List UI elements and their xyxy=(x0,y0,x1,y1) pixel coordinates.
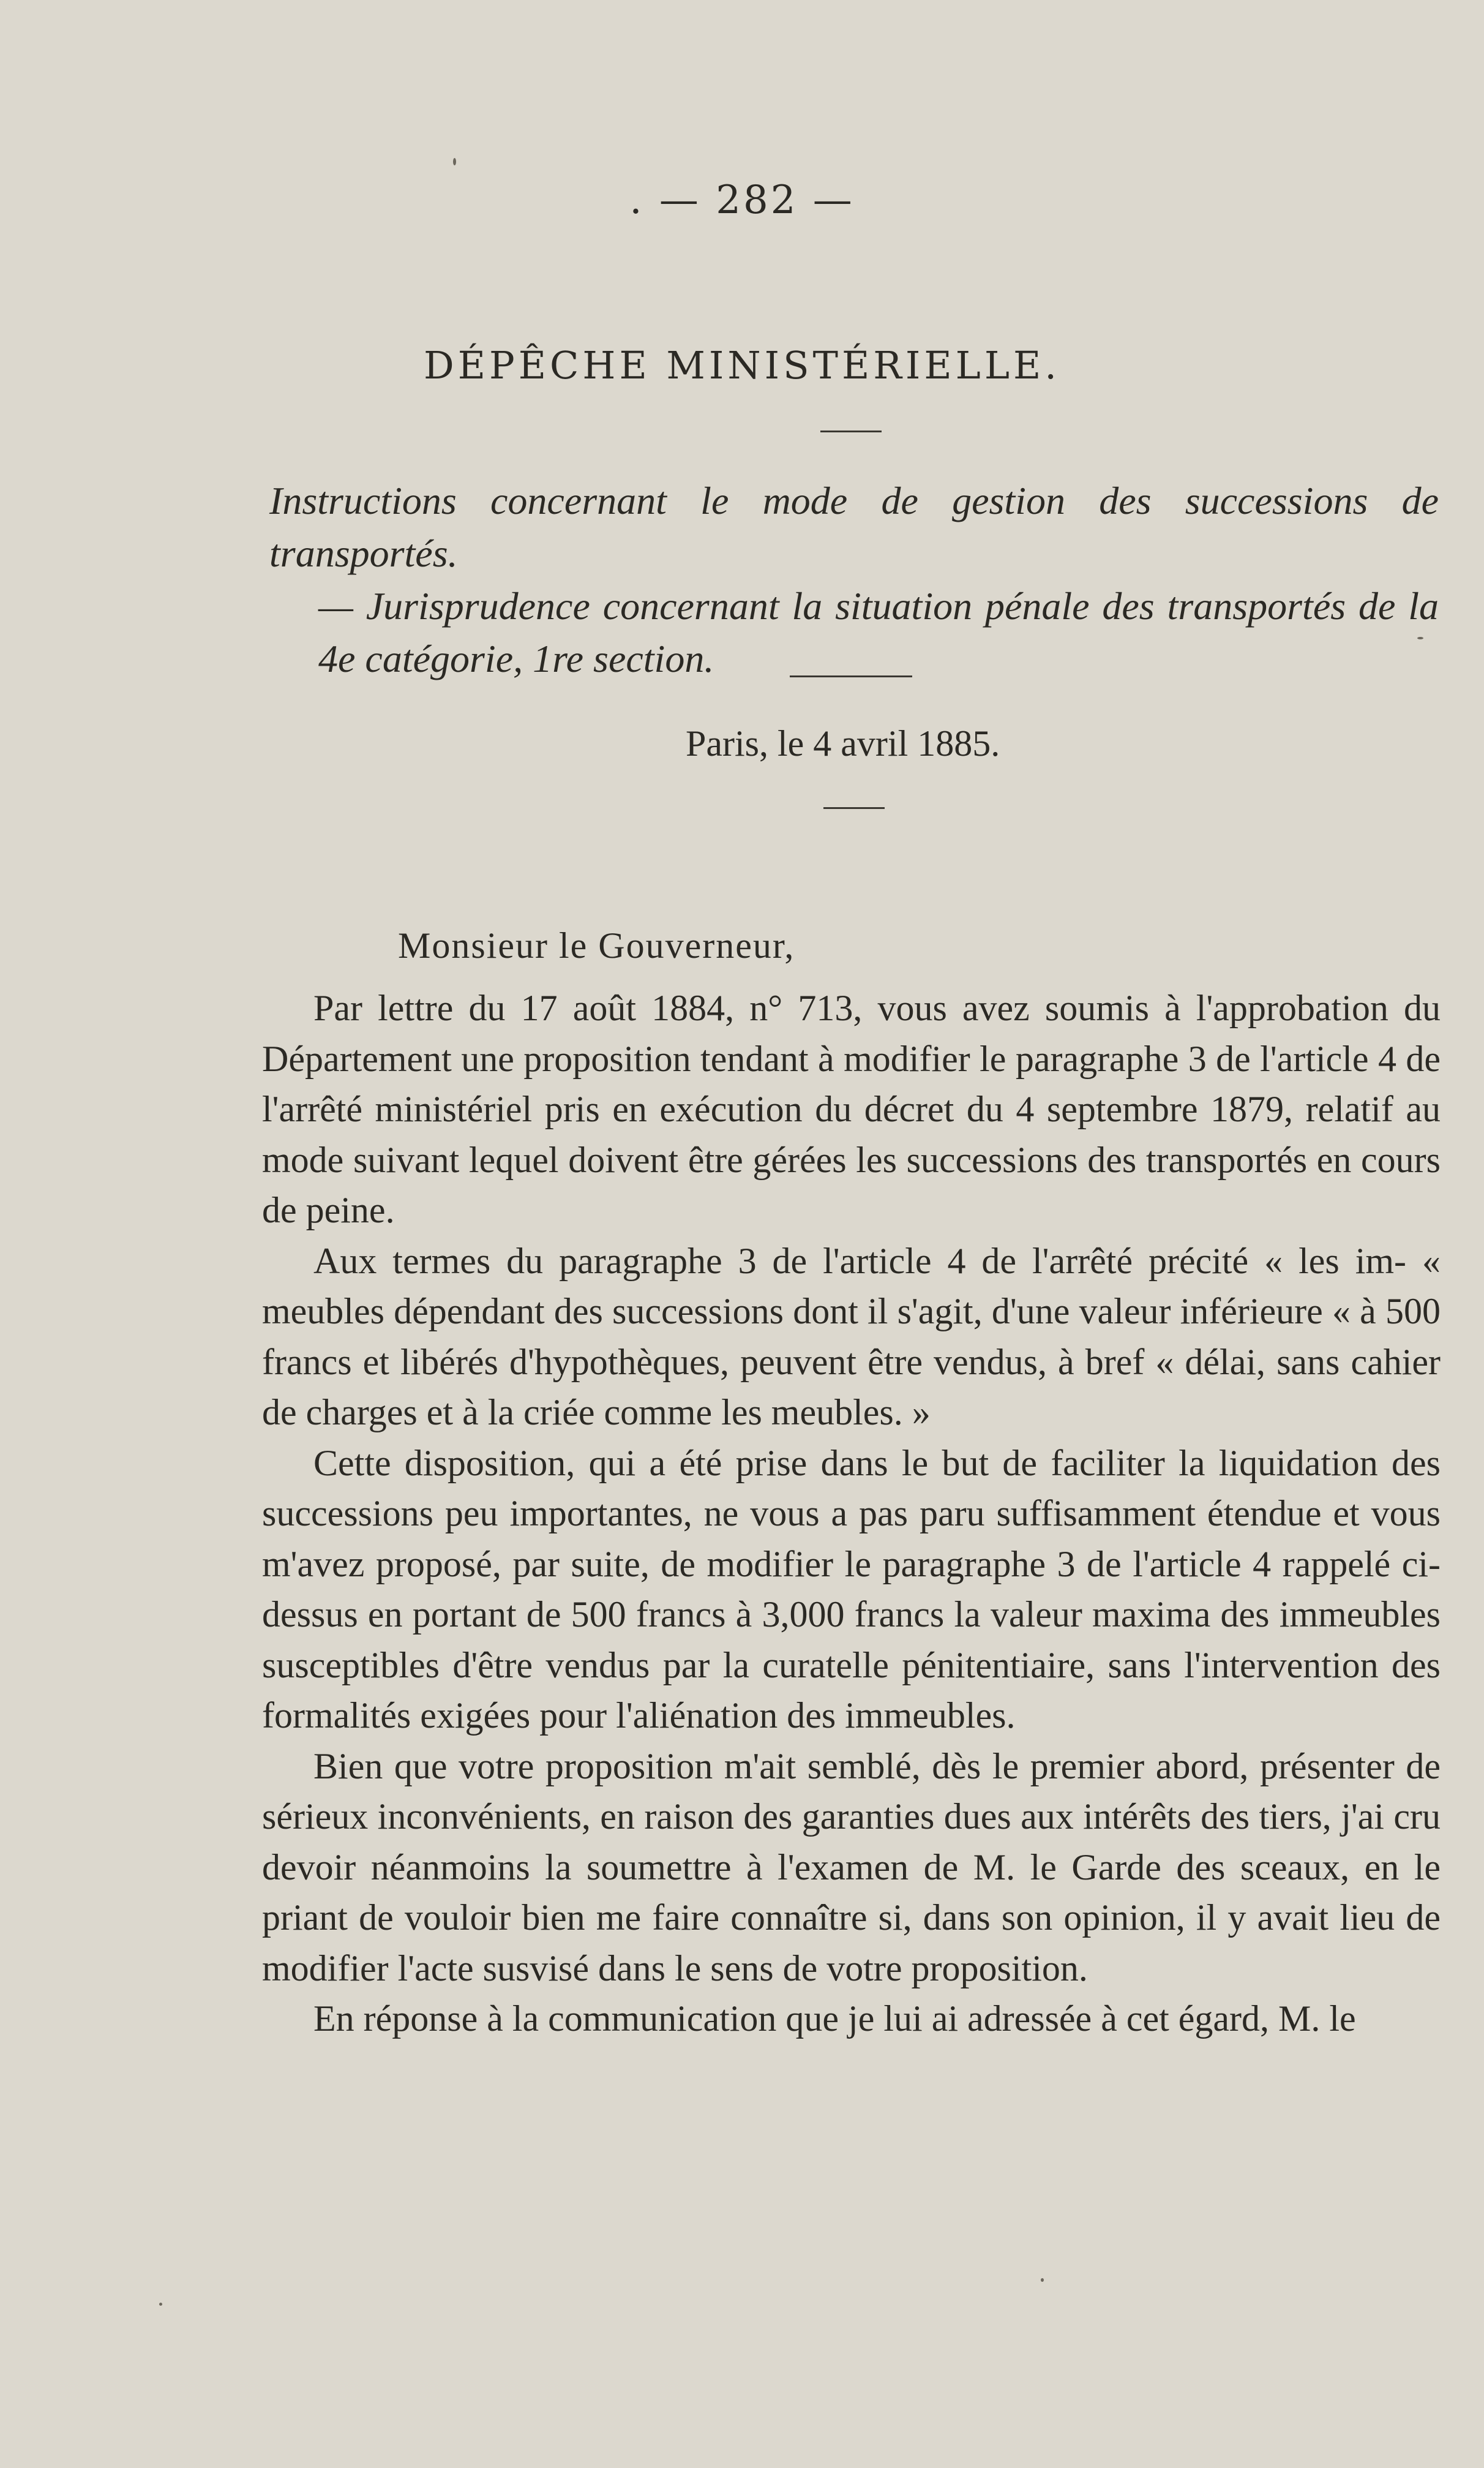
page-number: . — 282 — xyxy=(629,178,855,223)
paper-speck xyxy=(453,158,456,165)
paragraph: Aux termes du paragraphe 3 de l'article 4 de l'arrêté précité « les im- « meubles dépendant des successions dont il s'agit, d'une valeur inférieure « à 500 francs et libérés d'hypothèques, peuvent être vendus, à bref « délai, sans cahier de charges et à la criée comme les meubles. » xyxy=(262,1240,1441,1432)
paper-speck xyxy=(1041,2278,1044,2282)
paragraph: Bien que votre proposition m'ait semblé, dès le premier abord, présenter de sérieux inconvénients, en raison des garanties dues aux intérêts des tiers, j'ai cru devoir néanmoins la soumettre à l'examen de M. le Garde des sceaux, en le priant de vouloir bien me faire connaître si, dans son opinion, il y avait lieu de modifier l'acte susvisé dans le sens de votre proposition. xyxy=(262,1745,1441,1988)
paragraph: Cette disposition, qui a été prise dans le but de faciliter la liquidation des successions peu importantes, ne vous a pas paru suffisamment étendue et vous m'avez proposé, par suite, de modifier le paragraphe 3 de l'article 4 rappelé ci-dessus en portant de 500 francs à 3,000 francs la valeur maxima des immeubles susceptibles d'être vendus par la curatelle pénitentiaire, sans l'intervention des formalités exigées pour l'aliénation des immeubles. xyxy=(262,1442,1441,1736)
title-rule xyxy=(820,431,882,432)
dateline-rule xyxy=(823,807,885,809)
paragraph: En réponse à la communication que je lui ai adressée à cet égard, M. le xyxy=(313,1998,1356,2039)
dateline: Paris, le 4 avril 1885. xyxy=(686,723,1000,764)
subtitle-line-1: Instructions concernant le mode de gestion des successions de transportés. xyxy=(269,479,1439,575)
document-title: DÉPÊCHE MINISTÉRIELLE. xyxy=(424,343,1060,388)
subtitle-line-3: 4e catégorie, 1re section. xyxy=(318,637,714,680)
salutation: Monsieur le Gouverneur, xyxy=(398,925,795,966)
letter-body xyxy=(262,983,1441,2044)
paper-speck xyxy=(1417,637,1423,639)
subtitle-line-2: — Jurisprudence concernant la situation pénale des transportés de la xyxy=(318,584,1439,628)
document-subtitle xyxy=(269,475,1439,685)
subtitle-rule xyxy=(790,675,912,677)
paper-speck xyxy=(159,2303,162,2306)
paragraph: Par lettre du 17 août 1884, n° 713, vous avez soumis à l'approbation du Département une proposition tendant à modifier le paragraphe 3 de l'article 4 de l'arrêté ministériel pris en exécution du décret du 4 septembre 1879, relatif au mode suivant lequel doivent être gérées les successions des transportés en cours de peine. xyxy=(262,988,1441,1230)
